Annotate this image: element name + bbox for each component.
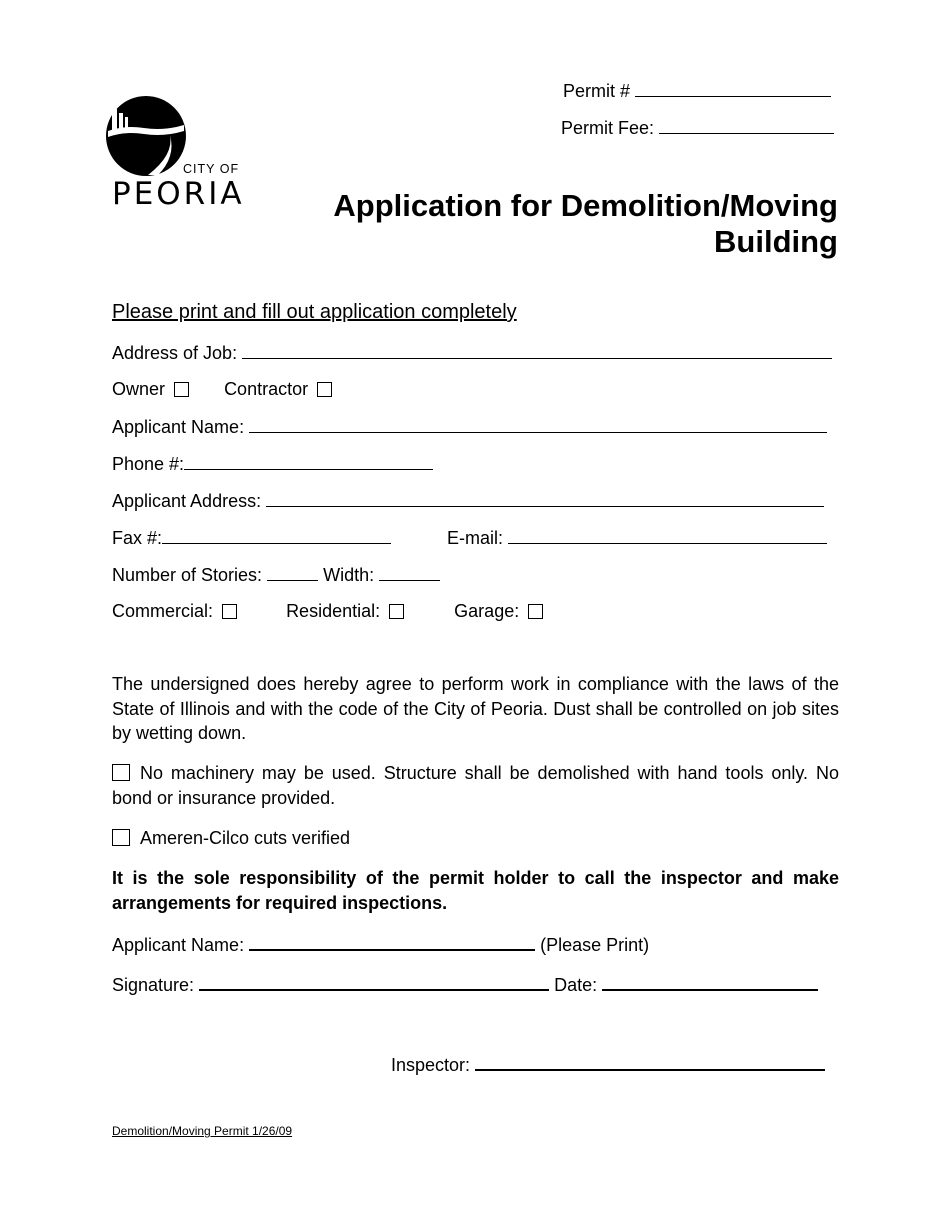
address-of-job-field [112,341,832,364]
machinery-item [112,761,839,810]
ameren-checkbox[interactable] [112,829,130,846]
email-field [447,526,827,549]
applicant-address-field [112,489,824,512]
applicant-name-input[interactable] [249,415,827,433]
garage-checkbox[interactable] [528,604,543,619]
phone-input[interactable] [184,452,433,470]
contractor-checkbox[interactable] [317,382,332,397]
building-type-row [112,600,543,622]
residential-checkbox[interactable] [389,604,404,619]
residential-label: Residential: [286,601,381,621]
email-label: E-mail: [447,528,504,548]
ameren-text: Ameren-Cilco cuts verified [140,828,351,848]
city-of-peoria-emblem-icon [104,95,188,177]
address-of-job-input[interactable] [242,341,832,359]
signature-field [112,972,818,996]
agreement-paragraph: The undersigned does hereby agree to perform work in compliance with the laws of the State of Illinois and with the code of the City of Peoria. Dust shall be controlled on job sites by wetting down. [112,674,839,743]
ameren-item [112,827,350,849]
commercial-label: Commercial: [112,601,214,621]
stories-input[interactable] [267,563,318,581]
contractor-label: Contractor [224,379,309,399]
permit-number-field [563,79,831,102]
machinery-text: No machinery may be used. Structure shall be demolished with hand tools only. No bond or insurance provided. [112,763,839,808]
applicant-name-field [112,415,827,438]
logo-city-of: CITY OF [183,162,240,176]
page-title [333,188,838,260]
owner-checkbox[interactable] [174,382,189,397]
stories-width-row [112,563,440,586]
title-line-2: Building [714,224,838,259]
fax-input[interactable] [162,526,391,544]
width-input[interactable] [379,563,440,581]
print-name-label: Applicant Name: [112,935,245,955]
permit-fee-label: Permit Fee: [561,118,655,138]
inspector-field [391,1052,825,1076]
garage-label: Garage: [454,601,520,621]
logo-city-name: PEORIA [112,176,245,212]
instruction-text: Please print and fill out application completely [112,301,517,323]
responsibility-notice: It is the sole responsibility of the permit holder to call the inspector and make arrangements for required inspections. [112,868,839,913]
fax-label: Fax #: [112,528,163,548]
commercial-checkbox[interactable] [222,604,237,619]
form-footer: Demolition/Moving Permit 1/26/09 [112,1124,293,1138]
address-of-job-label: Address of Job: [112,343,238,363]
please-print-note: (Please Print) [540,935,650,955]
inspector-input[interactable] [475,1052,825,1071]
permit-number-input[interactable] [635,79,831,97]
print-name-input[interactable] [249,932,535,951]
phone-field [112,452,433,475]
permit-number-label: Permit # [563,81,631,101]
print-name-field [112,932,649,956]
stories-label: Number of Stories: [112,565,263,585]
email-input[interactable] [508,526,827,544]
machinery-checkbox[interactable] [112,764,130,781]
applicant-address-input[interactable] [266,489,824,507]
inspector-label: Inspector: [391,1055,471,1075]
width-label: Width: [323,565,375,585]
permit-fee-input[interactable] [659,116,834,134]
applicant-address-label: Applicant Address: [112,491,262,511]
date-input[interactable] [602,972,818,991]
signature-input[interactable] [199,972,549,991]
permit-fee-field [561,116,834,139]
title-line-1: Application for Demolition/Moving [333,188,838,223]
signature-label: Signature: [112,975,195,995]
owner-label: Owner [112,379,166,399]
owner-contractor-row [112,378,332,400]
fax-field [112,526,391,549]
applicant-name-label: Applicant Name: [112,417,245,437]
date-label: Date: [554,975,598,995]
phone-label: Phone #: [112,454,185,474]
